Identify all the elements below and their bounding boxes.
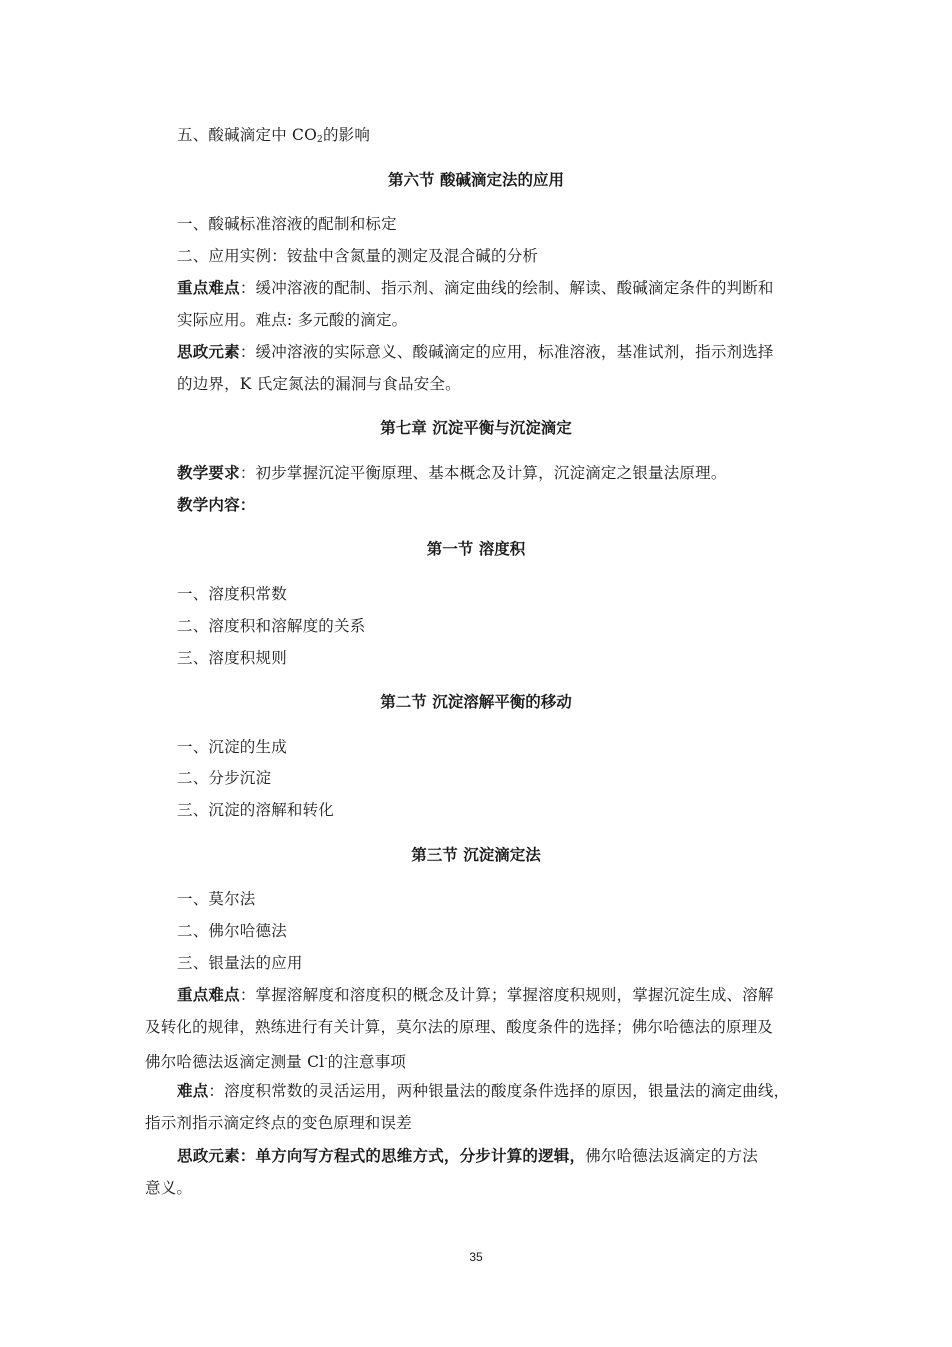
list-item: 三、沉淀的溶解和转化 [177,801,335,819]
key-points-continuation: 实际应用。难点: 多元酸的滴定。 [177,311,408,329]
list-item: 二、溶度积和溶解度的关系 [177,617,366,635]
list-item: 二、分步沉淀 [177,769,272,787]
section-heading: 第六节 酸碱滴定法的应用 [388,171,564,189]
ideology-paragraph: 思政元素：缓冲溶液的实际意义、酸碱滴定的应用，标准溶液，基准试剂，指示剂选择 [177,343,774,361]
section-heading: 第一节 溶度积 [426,540,526,558]
list-item: 一、沉淀的生成 [177,738,287,756]
page-number: 35 [469,1250,483,1264]
difficulties-paragraph: 难点：溶度积常数的灵活运用，两种银量法的酸度条件选择的原因，银量法的滴定曲线， [177,1082,790,1100]
difficulties-continuation: 指示剂指示滴定终点的变色原理和误差 [145,1114,412,1132]
ideology-continuation: 意义。 [145,1179,193,1197]
key-points-continuation: 及转化的规律，熟练进行有关计算，莫尔法的原理、酸度条件的选择；佛尔哈德法的原理及 [145,1018,774,1036]
key-points-paragraph: 重点难点：缓冲溶液的配制、指示剂、滴定曲线的绘制、解读、酸碱滴定条件的判断和 [177,279,774,297]
teaching-requirements-label: 教学要求 [177,464,240,482]
ideology-paragraph: 思政元素：单方向写方程式的思维方式，分步计算的逻辑，佛尔哈德法返滴定的方法 [177,1147,758,1165]
ideology-label: 思政元素 [177,343,240,361]
list-item: 一、酸碱标准溶液的配制和标定 [177,215,397,233]
list-item: 一、莫尔法 [177,890,256,908]
list-item: 五、酸碱滴定中 $CO_2$的影响 [177,126,371,145]
teaching-content-label: 教学内容： [177,496,256,514]
list-item: 二、佛尔哈德法 [177,922,287,940]
section-heading: 第二节 沉淀溶解平衡的移动 [380,693,572,711]
teaching-requirements: 教学要求：初步掌握沉淀平衡原理、基本概念及计算，沉淀滴定之银量法原理。 [177,464,727,482]
list-item: 二、应用实例：铵盐中含氮量的测定及混合碱的分析 [177,247,539,265]
list-item: 一、溶度积常数 [177,585,287,603]
key-points-label: 重点难点 [177,279,240,297]
ideology-continuation: 的边界，K 氏定氮法的漏洞与食品安全。 [177,375,461,393]
list-item: 三、溶度积规则 [177,649,287,667]
key-points-continuation: 佛尔哈德法返滴定测量 Cl-的注意事项 [145,1053,407,1071]
key-points-paragraph: 重点难点：掌握溶解度和溶度积的概念及计算；掌握溶度积规则，掌握沉淀生成、溶解 [177,986,774,1004]
chapter-heading: 第七章 沉淀平衡与沉淀滴定 [380,419,572,437]
section-heading: 第三节 沉淀滴定法 [411,846,541,864]
ideology-bold-text: 思政元素：单方向写方程式的思维方式，分步计算的逻辑， [177,1147,586,1165]
list-item: 三、银量法的应用 [177,954,303,972]
key-points-label: 重点难点 [177,986,240,1004]
difficulties-label: 难点 [177,1082,209,1100]
